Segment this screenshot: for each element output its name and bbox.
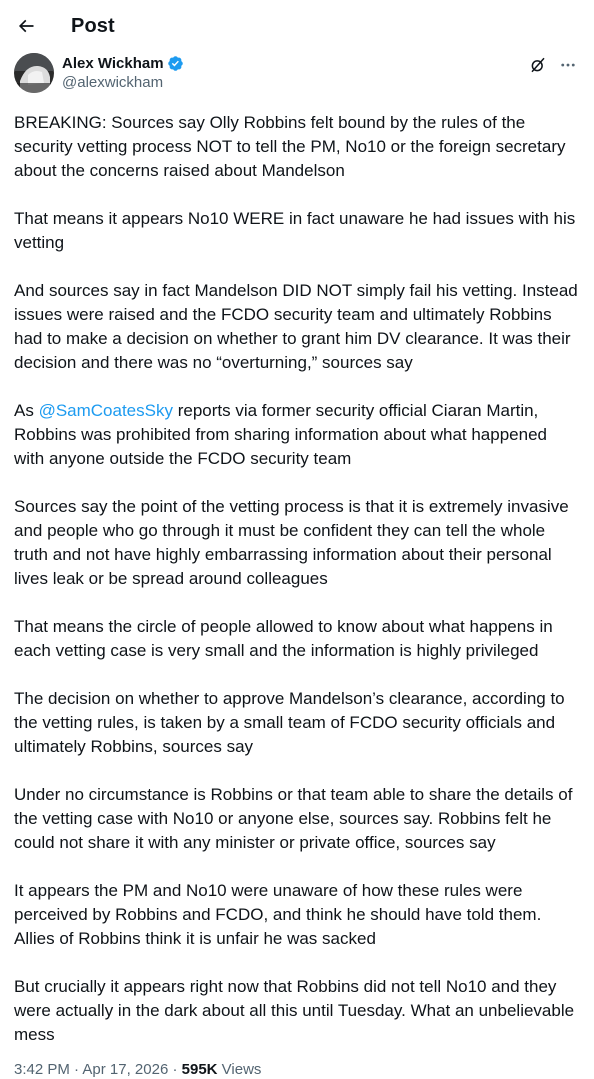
post-paragraph: That means it appears No10 WERE in fact unaware he had issues with his vetting: [14, 209, 576, 252]
post-metadata: [14, 1061, 261, 1079]
post-time[interactable]: 3:42 PM: [14, 1061, 70, 1078]
author-name[interactable]: Alex Wickham: [62, 55, 164, 72]
post-paragraph: But crucially it appears right now that Robbins did not tell No10 and they were actually in the dark about all this until Tuesday. What an unbelievable mess: [14, 977, 575, 1044]
avatar-image: [14, 53, 54, 93]
post-author: [0, 53, 594, 101]
post-paragraph: BREAKING: Sources say Olly Robbins felt bound by the rules of the security vetting process NOT to tell the PM, No10 or the foreign secretary about the concerns raised about Mandelson: [14, 113, 566, 180]
meta-separator: ·: [168, 1061, 182, 1078]
grok-button[interactable]: [528, 55, 548, 75]
arrow-left-icon: [16, 16, 36, 36]
views-count[interactable]: 595K: [181, 1061, 218, 1078]
post-text-segment: As: [14, 401, 39, 420]
back-button[interactable]: [15, 15, 37, 37]
author-handle[interactable]: @alexwickham: [62, 74, 164, 91]
page-title: Post: [71, 14, 115, 37]
post-paragraph: It appears the PM and No10 were unaware of how these rules were perceived by Robbins and FCDO, and think he should have told them. Allies of Robbins think it is unfair he was sacked: [14, 881, 542, 948]
views-label: Views: [217, 1061, 262, 1078]
grok-icon: [529, 56, 547, 74]
avatar[interactable]: [14, 53, 54, 93]
post-text: [0, 111, 594, 1047]
post-paragraph: The decision on whether to approve Mandelson’s clearance, according to the vetting rules, is taken by a small team of FCDO security officials and ultimately Robbins, sources say: [14, 689, 565, 756]
post-text-segment: reports via former security official Ciaran Martin, Robbins was prohibited from sharing information about what happened with anyone outside the FCDO security team: [14, 401, 547, 468]
mention-link[interactable]: @SamCoatesSky: [38, 401, 173, 420]
post-paragraph: And sources say in fact Mandelson DID NOT simply fail his vetting. Instead issues were raised and the FCDO security team and ultimately Robbins had to make a decision on whether to grant him DV clearance. It was their decision and there was no “overturning,” sources say: [14, 281, 578, 372]
post-paragraph: Sources say the point of the vetting process is that it is extremely invasive and people who go through it must be confident they can tell the whole truth and not have highly embarrassing information about their personal lives leak or be spread around colleagues: [14, 497, 569, 588]
post-paragraph: [14, 399, 580, 471]
post-paragraph: Under no circumstance is Robbins or that team able to share the details of the vetting case with No10 or anyone else, sources say. Robbins felt he could not share it with any minister or private office, sources say: [14, 785, 573, 852]
post-paragraph: That means the circle of people allowed to know about what happens in each vetting case is very small and the information is highly privileged: [14, 617, 553, 660]
top-bar: [0, 0, 594, 52]
post-actions: [528, 55, 578, 75]
author-info: [62, 53, 184, 91]
meta-separator: ·: [69, 1061, 83, 1078]
more-options-button[interactable]: [558, 55, 578, 75]
more-horizontal-icon: [559, 56, 577, 74]
post-date[interactable]: Apr 17, 2026: [82, 1061, 169, 1078]
verified-badge-icon[interactable]: [167, 55, 184, 72]
author-name-line: [62, 55, 184, 72]
